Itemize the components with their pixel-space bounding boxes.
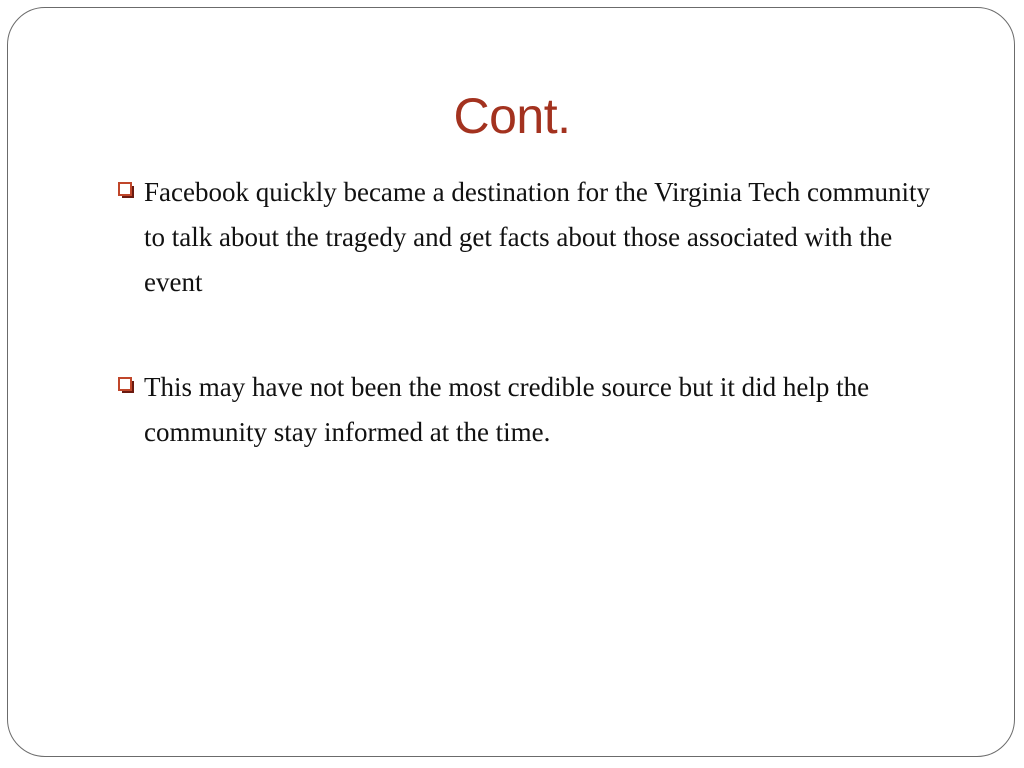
bullet-item-2 <box>116 365 946 455</box>
bullet-item-1 <box>116 170 946 305</box>
hollow-square-bullet-icon <box>118 377 135 394</box>
bullet-list <box>116 170 946 455</box>
bullet-text: This may have not been the most credible source but it did help the community stay informed at the time. <box>144 372 870 447</box>
hollow-square-bullet-icon <box>118 182 135 199</box>
slide-title: Cont. <box>453 88 571 144</box>
bullet-text: Facebook quickly became a destination for the Virginia Tech community to talk about the tragedy and get facts about those associated with the event <box>144 177 931 297</box>
